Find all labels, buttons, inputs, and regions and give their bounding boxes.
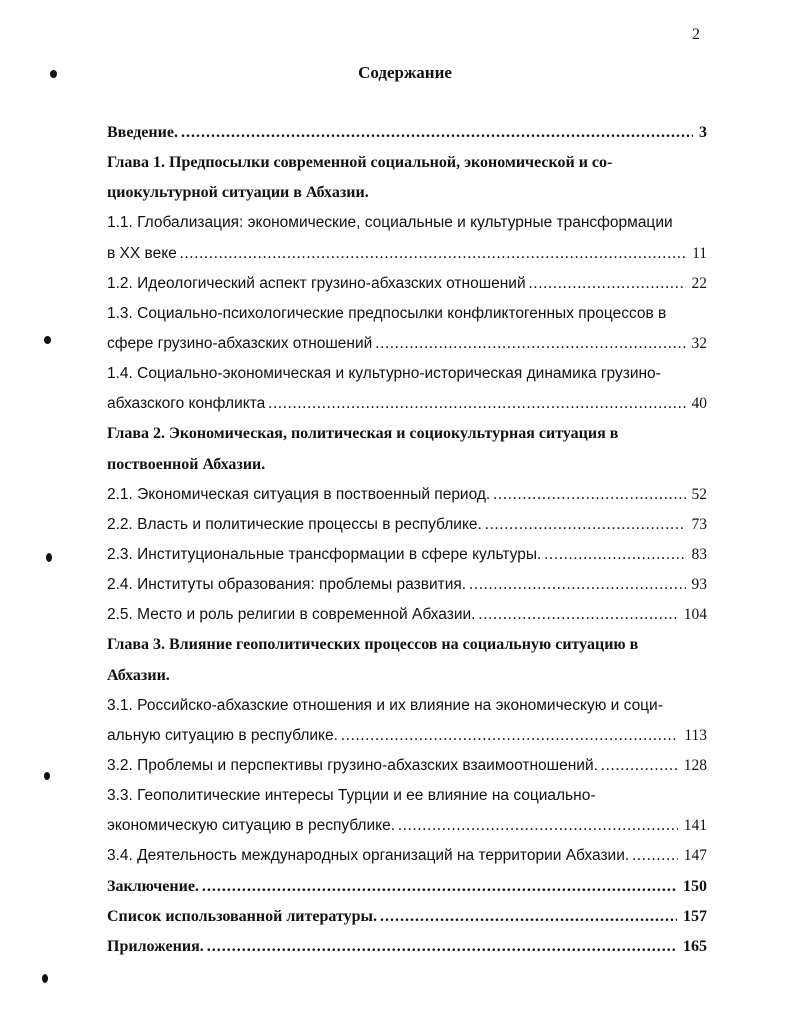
toc-entry-line: [107, 691, 707, 721]
toc-entry-text: Введение.: [107, 124, 178, 141]
toc-page-number: 3: [699, 124, 707, 141]
toc-entry-text: 1.3. Социально-психологические предпосылки конфликтогенных процессов в: [107, 304, 667, 322]
toc-entry-line: [107, 751, 707, 781]
toc-entry-text: сфере грузино-абхазских отношений: [107, 334, 373, 352]
toc-page-number: 113: [684, 726, 707, 744]
scan-mark: [44, 336, 51, 344]
toc-entry-line: [107, 932, 707, 962]
toc-entry-line: [107, 269, 707, 299]
toc-page-number: 83: [691, 545, 707, 563]
toc-page-number: 40: [691, 395, 707, 413]
toc-page-number: 22: [691, 274, 707, 292]
toc-entry-text: Абхазии.: [107, 666, 170, 684]
toc-entry-line: [107, 480, 707, 510]
toc-entry-text: Глава 2. Экономическая, политическая и социокультурная ситуация в: [107, 425, 619, 443]
toc-entry-text: Глава 1. Предпосылки современной социальной, экономической и со-: [107, 154, 613, 172]
toc-entry-text: 2.1. Экономическая ситуация в поствоенный период.: [107, 485, 491, 503]
toc-entry-line: [107, 389, 707, 419]
toc-entry-line: [107, 570, 707, 600]
toc-dot-leader: [478, 600, 677, 630]
toc-entry-text: 3.3. Геополитические интересы Турции и ее влияние на социально-: [107, 787, 596, 805]
toc-entry-text: 1.4. Социально-экономическая и культурно-историческая динамика грузино-: [107, 365, 661, 383]
toc-entry-line: [107, 208, 707, 238]
toc-entry-text: 2.3. Институциональные трансформации в сфере культуры.: [107, 545, 542, 563]
toc-dot-leader: [632, 841, 678, 871]
scan-mark: [50, 70, 57, 78]
toc-dot-leader: [341, 721, 678, 751]
toc-entry-text: Глава 3. Влияние геополитических процессов на социальную ситуацию в: [107, 636, 639, 654]
toc-dot-leader: [268, 389, 685, 419]
toc-entry-text: 3.2. Проблемы и перспективы грузино-абхазских взаимоотношений.: [107, 756, 598, 774]
page-title: Содержание: [358, 63, 452, 82]
toc-entry-line: [107, 721, 707, 751]
toc-dot-leader: [398, 811, 678, 841]
toc-page-number: 104: [683, 606, 707, 624]
toc-entry-text: Список использованной литературы.: [107, 907, 377, 925]
toc-page-number: 93: [691, 576, 707, 594]
toc-entry-line: [107, 329, 707, 359]
toc-page-number: 150: [683, 877, 707, 895]
toc-dot-leader: [180, 239, 686, 269]
toc-page-number: 32: [691, 334, 707, 352]
toc-dot-leader: [181, 118, 693, 148]
toc-dot-leader: [375, 329, 685, 359]
toc-page-number: 11: [692, 244, 707, 262]
scan-mark: [46, 553, 52, 562]
toc-entry-line: [107, 359, 707, 389]
toc-dot-leader: [469, 570, 685, 600]
toc-page-number: 52: [691, 485, 707, 503]
toc-entry-text: 3.4. Деятельность международных организаций на территории Абхазии.: [107, 847, 630, 865]
toc-entry-line: [107, 178, 707, 208]
toc-entry-line: [107, 239, 707, 269]
toc-entry-line: [107, 841, 707, 871]
page-number: 2: [692, 26, 700, 43]
toc-entry-text: в XX веке: [107, 244, 177, 262]
toc-entry-line: [107, 872, 707, 902]
toc-dot-leader: [544, 540, 685, 570]
scan-mark: [44, 772, 50, 780]
toc-entry-text: Приложения.: [107, 937, 204, 955]
toc-entry-line: [107, 299, 707, 329]
toc-entry-text: 2.2. Власть и политические процессы в республике.: [107, 515, 482, 533]
toc-dot-leader: [207, 932, 677, 962]
toc-entry-line: [107, 661, 707, 691]
toc-dot-leader: [529, 269, 686, 299]
toc-entry-line: [107, 630, 707, 660]
toc-entry-line: [107, 419, 707, 449]
toc-entry-line: [107, 118, 707, 148]
toc-page-number: 157: [683, 907, 707, 925]
toc-entry-line: [107, 902, 707, 932]
toc-entry-text: 2.5. Место и роль религии в современной Абхазии.: [107, 606, 476, 624]
toc-entry-line: [107, 450, 707, 480]
toc-entry-line: [107, 540, 707, 570]
toc-entry-line: [107, 510, 707, 540]
toc-entry-text: альную ситуацию в республике.: [107, 726, 338, 744]
toc-entry-text: 3.1. Российско-абхазские отношения и их влияние на экономическую и соци-: [107, 696, 663, 714]
toc-dot-leader: [485, 510, 686, 540]
toc-entry-text: абхазского конфликта: [107, 395, 266, 413]
toc-dot-leader: [380, 902, 677, 932]
toc-entry-line: [107, 781, 707, 811]
toc-entry-text: экономическую ситуацию в республике.: [107, 817, 396, 835]
toc-entry-text: поствоенной Абхазии.: [107, 455, 266, 473]
toc-page-number: 73: [691, 515, 707, 533]
toc-dot-leader: [493, 480, 685, 510]
scan-mark: [42, 974, 48, 983]
toc-entry-text: Заключение.: [107, 877, 199, 895]
toc-entry-text: 1.2. Идеологический аспект грузино-абхазских отношений: [107, 274, 526, 292]
toc-entry-line: [107, 811, 707, 841]
toc-entry-text: 1.1. Глобализация: экономические, социальные и культурные трансформации: [107, 214, 673, 232]
table-of-contents: [107, 118, 707, 962]
toc-entry-line: [107, 148, 707, 178]
toc-page-number: 165: [683, 937, 707, 955]
toc-entry-line: [107, 600, 707, 630]
toc-entry-text: 2.4. Институты образования: проблемы развития.: [107, 576, 467, 594]
toc-page-number: 141: [683, 817, 707, 835]
toc-dot-leader: [601, 751, 678, 781]
toc-dot-leader: [202, 872, 677, 902]
toc-entry-text: циокультурной ситуации в Абхазии.: [107, 184, 369, 202]
toc-page-number: 128: [683, 756, 707, 774]
toc-page-number: 147: [683, 847, 707, 865]
